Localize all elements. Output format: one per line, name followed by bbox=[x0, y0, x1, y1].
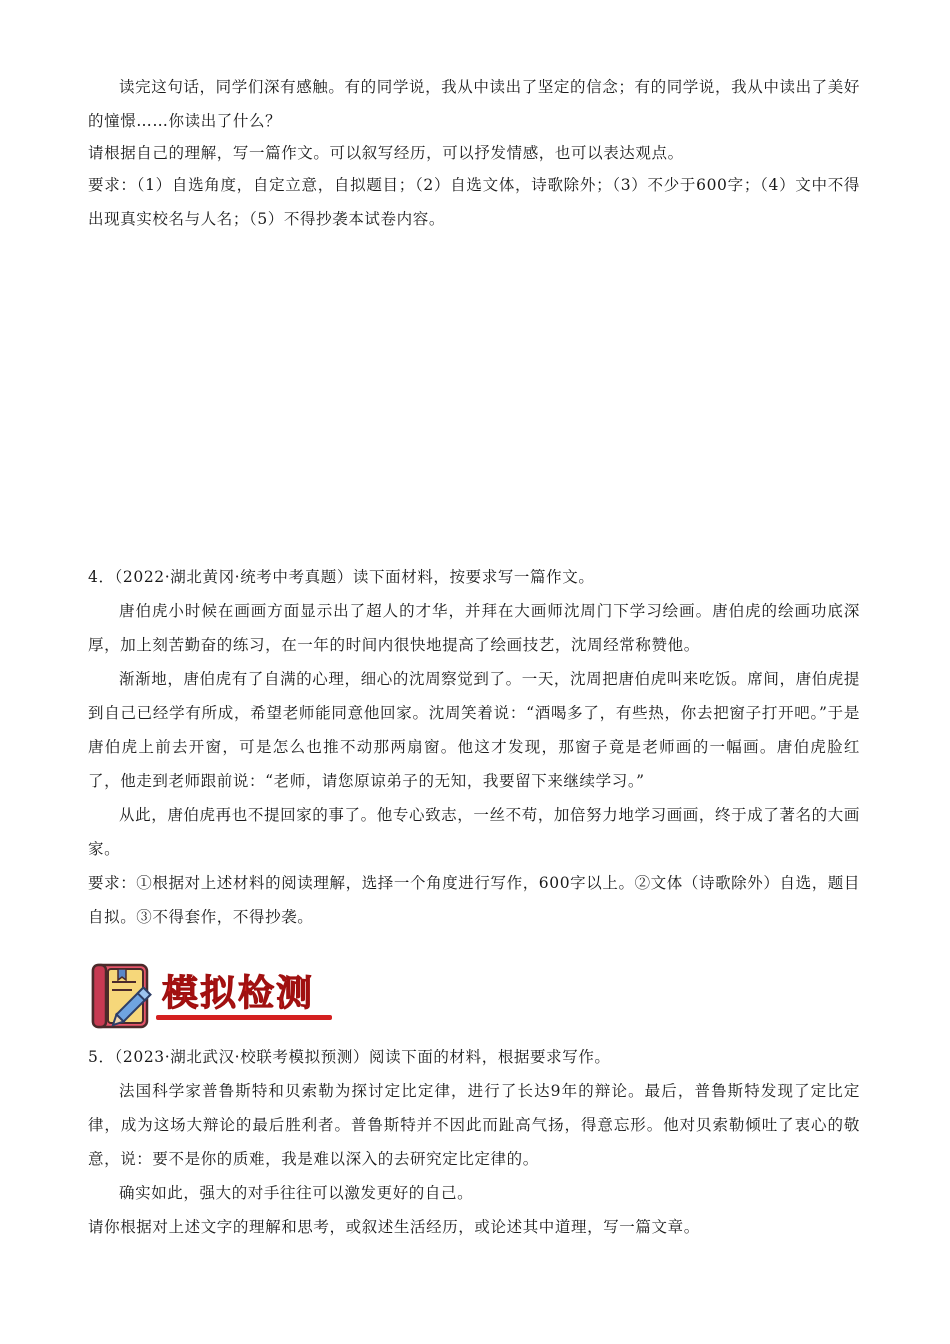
prompt-paragraph: 读完这句话，同学们深有感触。有的同学说，我从中读出了坚定的信念；有的同学说，我从中读出了美好的憧憬……你读出了什么？ bbox=[88, 78, 860, 130]
question-4-heading: 4．（2022·湖北黄冈·统考中考真题）读下面材料，按要求写一篇作文。 bbox=[88, 568, 595, 586]
banner-underline bbox=[156, 1015, 332, 1020]
question-4-requirements: 要求：①根据对上述材料的阅读理解，选择一个角度进行写作，600字以上。②文体（诗歌除外）自选，题目自拟。③不得套作，不得抄袭。 bbox=[88, 874, 860, 926]
material-paragraph-2: 确实如此，强大的对手往往可以激发更好的自己。 bbox=[119, 1184, 474, 1202]
material-paragraph-3: 从此，唐伯虎再也不提回家的事了。他专心致志，一丝不苟，加倍努力地学习画画，终于成了著名的大画家。 bbox=[88, 806, 860, 858]
question-4 bbox=[88, 560, 860, 934]
material-paragraph-1: 唐伯虎小时候在画画方面显示出了超人的才华，并拜在大画师沈周门下学习绘画。唐伯虎的绘画功底深厚，加上刻苦勤奋的练习，在一年的时间内很快地提高了绘画技艺，沈周经常称赞他。 bbox=[88, 602, 860, 654]
banner-title: 模拟检测 bbox=[162, 972, 315, 1014]
section-banner bbox=[90, 962, 332, 1032]
question-5-heading: 5．（2023·湖北武汉·校联考模拟预测）阅读下面的材料，根据要求写作。 bbox=[88, 1048, 611, 1066]
question-5 bbox=[88, 1040, 860, 1244]
prompt-instruction: 请根据自己的理解，写一篇作文。可以叙写经历，可以抒发情感，也可以表达观点。 bbox=[88, 144, 684, 162]
prompt-requirements: 要求：（1）自选角度，自定立意，自拟题目；（2）自选文体，诗歌除外；（3）不少于600字；（4）文中不得出现真实校名与人名；（5）不得抄袭本试卷内容。 bbox=[88, 176, 860, 228]
material-paragraph-2: 渐渐地，唐伯虎有了自满的心理，细心的沈周察觉到了。一天，沈周把唐伯虎叫来吃饭。席间，唐伯虎提到自己已经学有所成，希望老师能同意他回家。沈周笑着说：“酒喝多了，有些热，你去把窗子打开吧。”于是唐伯虎上前去开窗，可是怎么也推不动那两扇窗。他这才发现，那窗子竟是老师画的一幅画。唐伯虎脸红了，他走到老师跟前说：“老师，请您原谅弟子的无知，我要留下来继续学习。” bbox=[88, 670, 860, 790]
material-paragraph-1: 法国科学家普鲁斯特和贝索勒为探讨定比定律，进行了长达9年的辩论。最后，普鲁斯特发现了定比定律，成为这场大辩论的最后胜利者。普鲁斯特并不因此而趾高气扬，得意忘形。他对贝索勒倾吐了衷心的敬意，说：要不是你的质难，我是难以深入的去研究定比定律的。 bbox=[88, 1082, 860, 1168]
notebook-pencil-icon bbox=[90, 962, 156, 1032]
question-5-instruction: 请你根据对上述文字的理解和思考，或叙述生活经历，或论述其中道理，写一篇文章。 bbox=[88, 1218, 700, 1236]
essay-prompt-3-continued bbox=[88, 70, 860, 236]
